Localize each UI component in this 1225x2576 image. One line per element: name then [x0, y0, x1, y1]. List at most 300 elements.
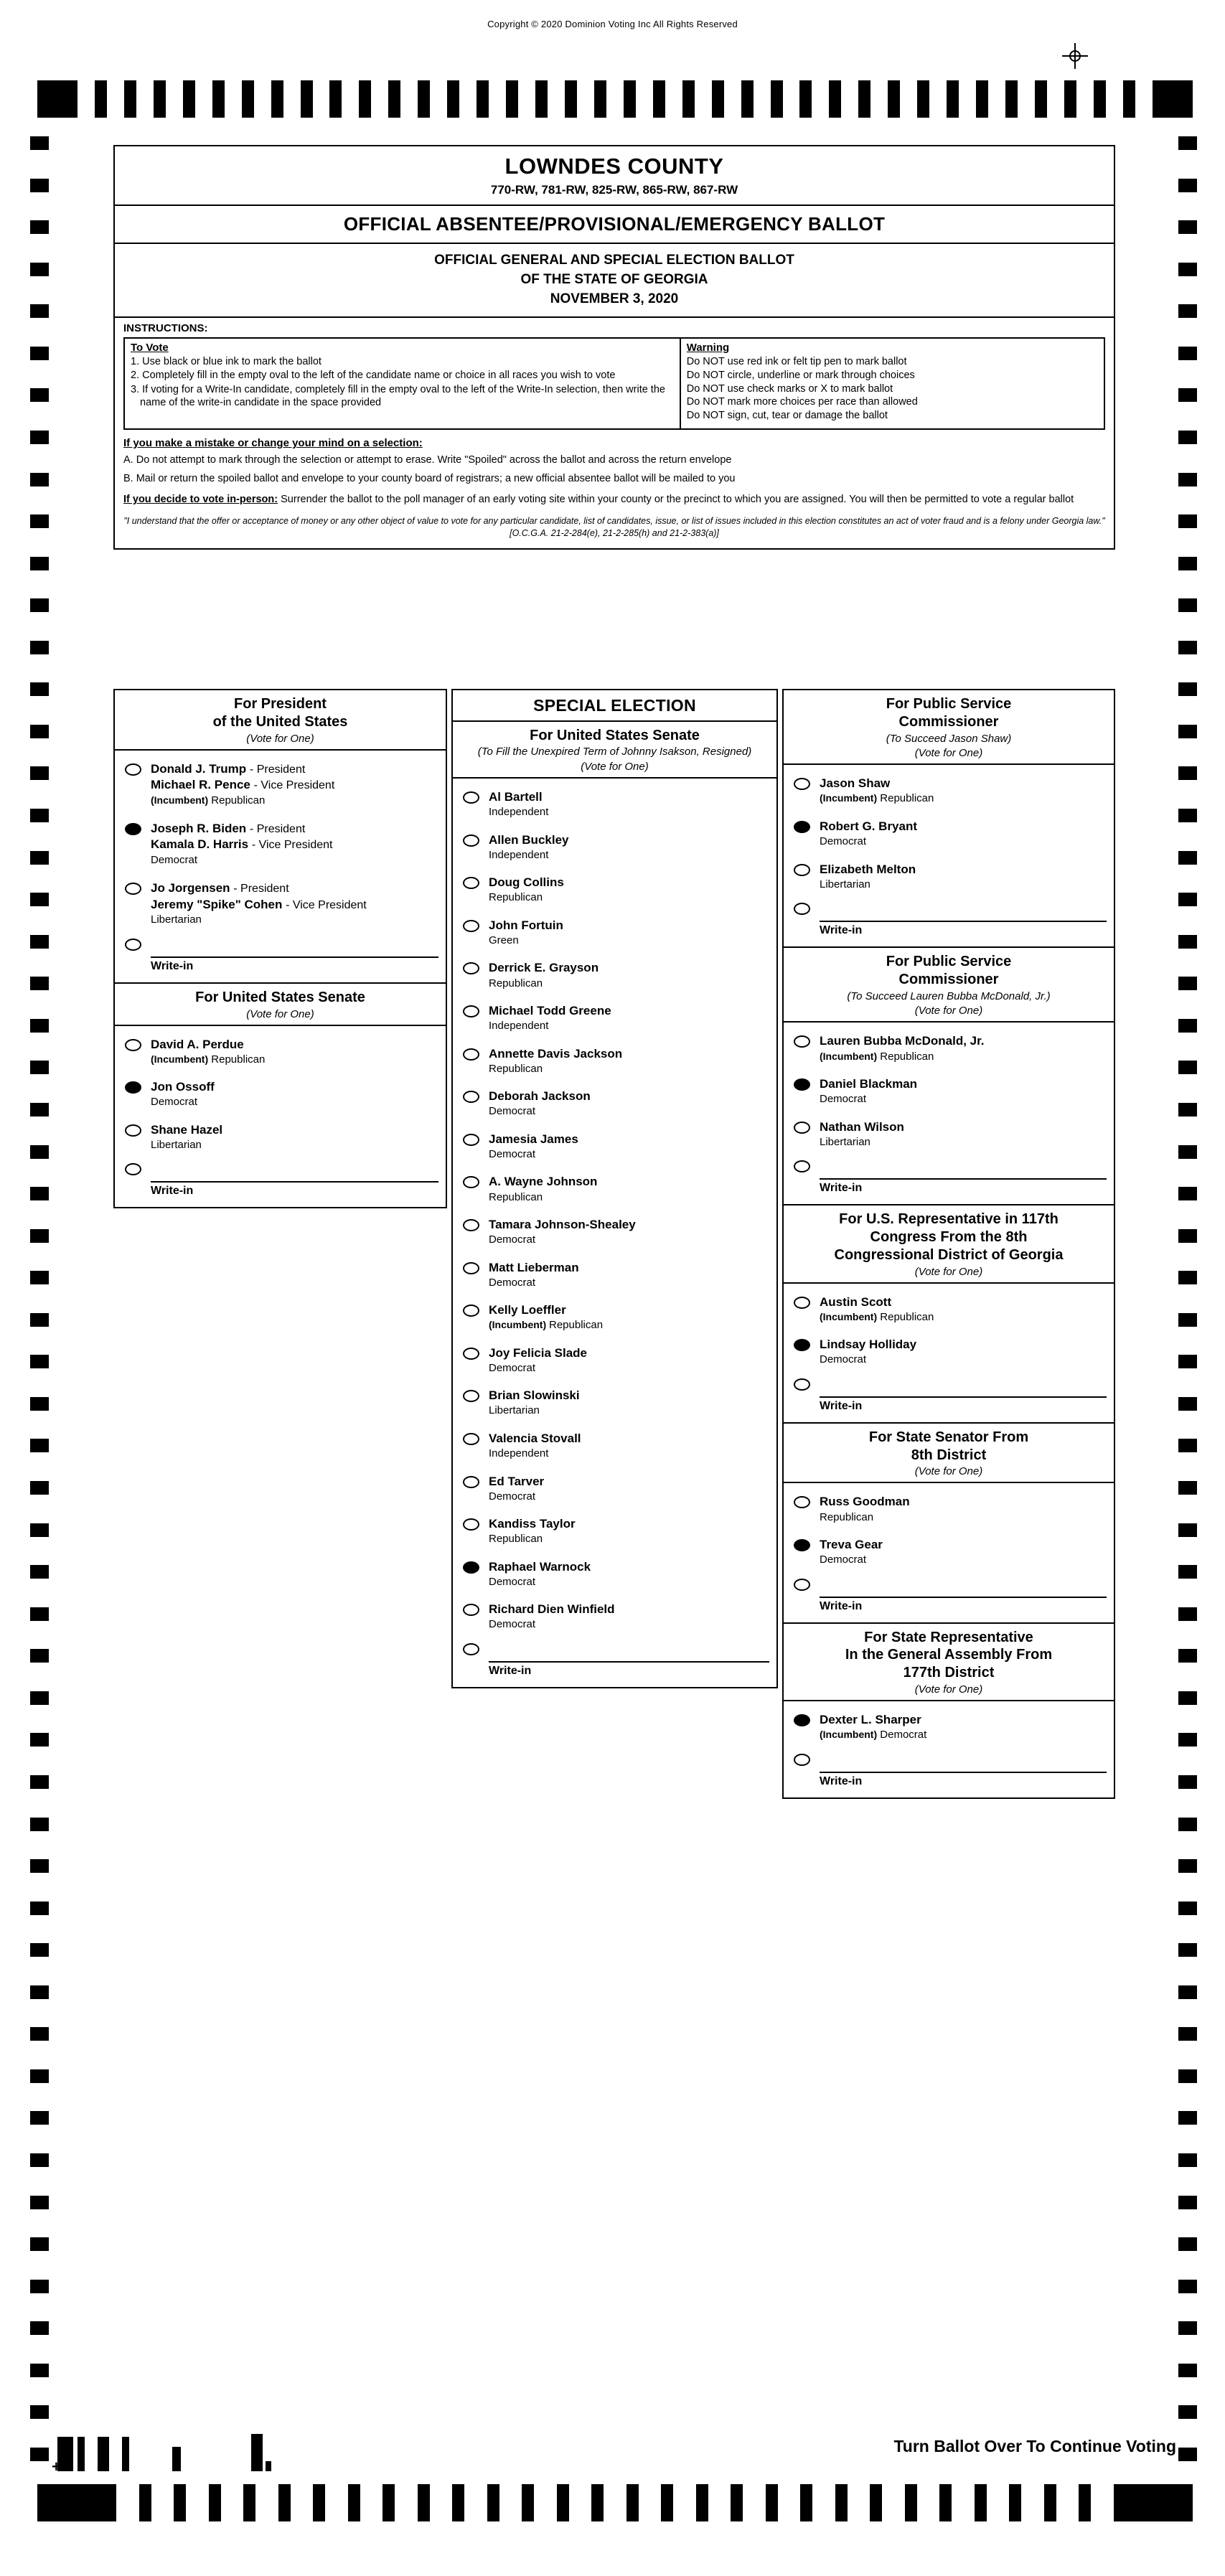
timing-mark: [37, 2484, 116, 2521]
vote-oval[interactable]: [794, 1714, 810, 1726]
timing-mark: [1178, 1061, 1197, 1074]
vote-oval[interactable]: [794, 1035, 810, 1048]
timing-mark: [30, 1481, 49, 1495]
timing-mark: [271, 80, 283, 118]
candidate-party: Democrat: [820, 835, 867, 848]
party-text: Democrat: [489, 1575, 536, 1588]
vote-oval[interactable]: [463, 1433, 479, 1445]
timing-mark: [653, 80, 665, 118]
timing-mark: [1178, 1271, 1197, 1284]
candidate-info: [489, 1516, 576, 1546]
timing-mark: [1094, 80, 1106, 118]
candidate-name: Nathan Wilson: [820, 1119, 904, 1134]
choice-list: [784, 1483, 1114, 1622]
timing-mark: [1178, 1691, 1197, 1705]
vote-oval[interactable]: [463, 1604, 479, 1616]
timing-mark: [30, 1943, 49, 1957]
candidate-info: [489, 1260, 579, 1290]
candidate-party: Democrat: [820, 1353, 867, 1366]
vote-oval[interactable]: [463, 1305, 479, 1317]
timing-mark: [1153, 80, 1193, 118]
timing-mark: [154, 80, 166, 118]
candidate-party: [489, 1104, 591, 1119]
choice-option[interactable]: [784, 1288, 1114, 1331]
timing-mark: [30, 1355, 49, 1368]
choice-option[interactable]: [453, 1254, 776, 1297]
candidate-name: Shane Hazel: [151, 1122, 223, 1137]
timing-mark: [1178, 641, 1197, 654]
write-in-entry[interactable]: [463, 1641, 769, 1663]
choice-option[interactable]: [115, 755, 446, 814]
timing-mark: [30, 977, 49, 990]
party-text: Independent: [489, 1020, 549, 1033]
write-in-line[interactable]: [820, 1376, 1107, 1398]
candidate-info: [820, 1076, 917, 1106]
choice-option[interactable]: [453, 1467, 776, 1510]
choice-option[interactable]: [784, 1330, 1114, 1373]
timing-mark: [418, 80, 430, 118]
vote-oval[interactable]: [463, 920, 479, 932]
write-in-row[interactable]: [784, 1574, 1114, 1620]
party-text: Republican: [211, 1053, 266, 1066]
registration-mark-icon: [1062, 43, 1088, 69]
contest-psc-mcdonald: [782, 948, 1115, 1205]
timing-mark: [30, 766, 49, 780]
timing-mark: [1178, 347, 1197, 360]
party-text: Independent: [489, 806, 549, 819]
timing-mark: [30, 682, 49, 696]
write-in-entry[interactable]: [125, 936, 438, 958]
candidate-name: Ed Tarver: [489, 1474, 545, 1488]
candidate-name: John Fortuin: [489, 918, 563, 932]
timing-mark: [30, 1523, 49, 1537]
timing-mark: [975, 2484, 987, 2521]
party-text: Democrat: [489, 1490, 536, 1503]
timing-mark: [1044, 2484, 1056, 2521]
timing-mark: [30, 1397, 49, 1411]
timing-mark: [30, 2237, 49, 2251]
timing-mark: [30, 1818, 49, 1831]
party-text: Republican: [880, 1310, 934, 1323]
election-name-line2: OF THE STATE OF GEORGIA: [520, 271, 708, 287]
choice-option[interactable]: [453, 1211, 776, 1254]
candidate-party: [489, 1404, 580, 1418]
ballot-code-bar: [98, 2437, 109, 2471]
choice-option[interactable]: [453, 826, 776, 869]
ballot-column-1: [113, 689, 447, 1208]
timing-mark: [30, 1103, 49, 1117]
timing-mark: [829, 80, 841, 118]
timing-mark: [313, 2484, 325, 2521]
vote-oval[interactable]: [125, 1163, 141, 1175]
write-in-label: Write-in: [820, 924, 863, 937]
write-in-line[interactable]: [820, 901, 1107, 922]
candidate-name-text: Donald J. Trump: [151, 761, 247, 776]
candidate-name: David A. Perdue: [151, 1037, 244, 1051]
timing-mark: [1178, 2364, 1197, 2377]
write-in-entry[interactable]: [794, 1752, 1107, 1773]
timing-mark: [1178, 2069, 1197, 2083]
candidate-info: [489, 1559, 591, 1589]
choice-option[interactable]: [115, 814, 446, 874]
vote-oval[interactable]: [794, 778, 810, 790]
in-person-text: Surrender the ballot to the poll manager of an early voting site within your county or the precinct to which you are assigned. You will then be permitted to vote a regular ballot: [278, 494, 1074, 506]
write-in-entry[interactable]: [794, 1576, 1107, 1598]
candidate-name: Valencia Stovall: [489, 1431, 581, 1445]
contest-header: [784, 1424, 1114, 1484]
timing-mark: [30, 641, 49, 654]
choice-option[interactable]: [784, 1027, 1114, 1070]
choice-option[interactable]: [784, 1706, 1114, 1749]
timing-mark: [30, 388, 49, 402]
timing-mark: [30, 1145, 49, 1159]
choice-list: [784, 1284, 1114, 1422]
vote-oval[interactable]: [125, 1039, 141, 1051]
timing-mark: [565, 80, 577, 118]
timing-mark: [661, 2484, 673, 2521]
write-in-row[interactable]: [784, 1155, 1114, 1201]
write-in-line[interactable]: [820, 1158, 1107, 1180]
vote-oval[interactable]: [794, 1339, 810, 1351]
timing-mark: [30, 431, 49, 444]
vote-oval[interactable]: [794, 1078, 810, 1091]
choice-option[interactable]: [453, 868, 776, 911]
choice-option[interactable]: [453, 954, 776, 997]
candidate-info: [820, 1494, 910, 1524]
vote-oval[interactable]: [463, 791, 479, 804]
choice-option[interactable]: [453, 1381, 776, 1424]
timing-mark: [30, 1229, 49, 1243]
contest-header: [784, 690, 1114, 765]
candidate-office: - President: [249, 822, 306, 835]
timing-mark: [487, 2484, 499, 2521]
vote-oval[interactable]: [463, 835, 479, 847]
timing-mark: [30, 1691, 49, 1705]
write-in-line[interactable]: [151, 1161, 438, 1183]
precinct-list: 770-RW, 781-RW, 825-RW, 865-RW, 867-RW: [490, 183, 738, 197]
candidate-party: [489, 1617, 615, 1632]
incumbent-tag: (Incumbent): [151, 794, 209, 807]
timing-mark: [731, 2484, 743, 2521]
timing-mark: [1178, 1859, 1197, 1873]
choice-option[interactable]: [784, 1113, 1114, 1156]
alignment-plus-mark: +: [52, 2458, 61, 2476]
candidate-name: [151, 761, 334, 778]
write-in-row[interactable]: [115, 934, 446, 979]
timing-mark: [174, 2484, 186, 2521]
write-in-line[interactable]: [151, 936, 438, 958]
write-in-label: Write-in: [820, 1774, 863, 1787]
timing-mark: [30, 1187, 49, 1200]
timing-mark: [1178, 766, 1197, 780]
timing-mark: [1178, 2321, 1197, 2335]
candidate-name: Joy Felicia Slade: [489, 1345, 588, 1360]
timing-mark: [1178, 1103, 1197, 1117]
choice-option[interactable]: [453, 1040, 776, 1083]
choice-option[interactable]: [784, 1487, 1114, 1531]
warning-item: Do NOT circle, underline or mark through choices: [686, 369, 915, 381]
candidate-party: Libertarian: [820, 1135, 870, 1148]
candidate-party: [820, 1728, 926, 1742]
candidate-info: [151, 761, 334, 808]
choice-option[interactable]: [453, 1595, 776, 1638]
contest-title-line: For United States Senate: [530, 727, 700, 743]
incumbent-tag: (Incumbent): [820, 1729, 878, 1741]
candidate-name: Jon Ossoff: [151, 1080, 215, 1094]
candidate-name: Brian Slowinski: [489, 1388, 580, 1403]
candidate-party: [820, 1310, 934, 1325]
timing-mark: [1009, 2484, 1021, 2521]
incumbent-tag: (Incumbent): [820, 792, 878, 804]
contest-title-line: of the United States: [212, 713, 348, 730]
timing-mark: [30, 1607, 49, 1621]
timing-mark: [30, 473, 49, 486]
contest-title-line: In the General Assembly From: [845, 1647, 1053, 1663]
write-in-label: Write-in: [820, 1399, 863, 1412]
timing-mark: [30, 2153, 49, 2167]
write-in-entry[interactable]: [794, 1376, 1107, 1398]
mistake-option-b: B. Mail or return the spoiled ballot and envelope to your county board of registrars; a new official absentee ballot will be mailed to you: [123, 472, 736, 484]
write-in-entry[interactable]: [125, 1161, 438, 1183]
to-vote-item: 3. If voting for a Write-In candidate, completely fill in the empty oval to the left of the Write-In selection, then write the name of the write-in candidate in the space provided: [131, 383, 665, 409]
candidate-party: Libertarian: [820, 878, 870, 890]
vote-oval[interactable]: [125, 883, 141, 895]
vote-oval[interactable]: [463, 1561, 479, 1574]
party-text: Republican: [211, 794, 266, 807]
choice-option[interactable]: [453, 1424, 776, 1467]
choice-option[interactable]: [784, 812, 1114, 855]
contest-us-senate: [113, 984, 447, 1209]
party-text: Republican: [880, 792, 934, 805]
timing-mark: [741, 80, 754, 118]
choice-option[interactable]: [453, 1082, 776, 1125]
write-in-line[interactable]: [489, 1641, 769, 1663]
vote-oval[interactable]: [463, 1176, 479, 1188]
contest-title-line: For U.S. Representative in 117th: [839, 1211, 1059, 1228]
choice-option[interactable]: [115, 874, 446, 934]
election-name-line1: OFFICIAL GENERAL AND SPECIAL ELECTION BALLOT: [434, 253, 794, 268]
voter-fraud-oath: "I understand that the offer or acceptance of money or any other object of value to vote for any particular candidate, list of candidates, issue, or list of issues included in this election constitutes an act of voter fraud and is a felony under Georgia law." [O.C.G.A. 21-2-284(e), 21-2-285(h) and 21-2-383(a)]: [123, 515, 1105, 538]
timing-mark: [1178, 220, 1197, 234]
vote-oval[interactable]: [125, 1124, 141, 1137]
party-text: Independent: [489, 848, 549, 861]
write-in-label: Write-in: [151, 1185, 194, 1198]
write-in-line[interactable]: [820, 1752, 1107, 1773]
vote-oval[interactable]: [794, 1754, 810, 1766]
to-vote-block: [125, 339, 681, 428]
timing-mark: [1178, 2111, 1197, 2125]
timing-mark: [626, 2484, 639, 2521]
instructions-label: INSTRUCTIONS:: [123, 321, 208, 334]
candidate-info: [489, 1474, 544, 1504]
candidate-info: [151, 880, 367, 927]
timing-mark: [212, 80, 225, 118]
timing-mark: [1178, 1229, 1197, 1243]
write-in-row[interactable]: [115, 1158, 446, 1204]
choice-option[interactable]: [115, 1030, 446, 1073]
vote-oval[interactable]: [794, 821, 810, 833]
choice-option[interactable]: [453, 997, 776, 1040]
choice-list: [453, 779, 776, 1687]
choice-option[interactable]: [115, 1073, 446, 1116]
timing-mark: [1178, 1481, 1197, 1495]
vote-oval[interactable]: [125, 1081, 141, 1094]
contest-title-line: For Public Service: [886, 954, 1012, 970]
choice-option[interactable]: [784, 769, 1114, 812]
write-in-entry[interactable]: [794, 1158, 1107, 1180]
timing-mark: [95, 80, 107, 118]
choice-option[interactable]: [453, 911, 776, 954]
vote-oval[interactable]: [463, 1262, 479, 1274]
in-person-instruction: [123, 493, 1105, 507]
candidate-info: [489, 1345, 587, 1376]
timing-mark: [1178, 809, 1197, 822]
timing-mark: [1178, 1565, 1197, 1579]
party-text: Republican: [489, 891, 543, 904]
timing-mark: [591, 2484, 604, 2521]
running-mate-name: [151, 777, 334, 794]
timing-mark: [30, 893, 49, 906]
write-in-line[interactable]: [820, 1576, 1107, 1598]
vote-oval[interactable]: [463, 1390, 479, 1402]
contest-title-line: For United States Senate: [195, 989, 365, 1005]
candidate-info: [489, 789, 548, 819]
contest-header: [784, 948, 1114, 1023]
timing-mark: [30, 1439, 49, 1452]
choice-option[interactable]: [784, 1531, 1114, 1574]
candidate-name: Raphael Warnock: [489, 1559, 591, 1574]
incumbent-tag: (Incumbent): [820, 1310, 878, 1322]
timing-mark: [388, 80, 400, 118]
timing-mark: [1178, 2027, 1197, 2041]
vote-oval[interactable]: [463, 962, 479, 974]
timing-mark: [1178, 2280, 1197, 2293]
choice-option[interactable]: [453, 1167, 776, 1211]
timing-mark: [870, 2484, 882, 2521]
timing-mark: [30, 1271, 49, 1284]
vote-oval[interactable]: [463, 1348, 479, 1360]
choice-option[interactable]: [453, 783, 776, 826]
write-in-entry[interactable]: [794, 901, 1107, 922]
vote-oval[interactable]: [794, 903, 810, 915]
candidate-info: [489, 918, 563, 948]
timing-mark: [1178, 2153, 1197, 2167]
write-in-row[interactable]: [784, 1749, 1114, 1795]
vote-oval[interactable]: [463, 1518, 479, 1531]
timing-mark: [30, 2448, 49, 2461]
turn-ballot-over-notice: Turn Ballot Over To Continue Voting: [893, 2437, 1176, 2455]
vote-oval[interactable]: [794, 1297, 810, 1309]
timing-mark: [30, 1775, 49, 1789]
mistake-option-a: A. Do not attempt to mark through the selection or attempt to erase. Write "Spoiled" across the ballot and across the return envelope: [123, 454, 732, 466]
candidate-name: Jamesia James: [489, 1132, 578, 1146]
official-title-section: [115, 206, 1114, 244]
choice-option[interactable]: [453, 1510, 776, 1553]
vote-oval[interactable]: [463, 1048, 479, 1061]
timing-mark: [1178, 893, 1197, 906]
timing-mark: [30, 2364, 49, 2377]
party-text: Democrat: [489, 1105, 536, 1118]
candidate-party: [820, 791, 934, 806]
timing-marks-bottom: [37, 2484, 1193, 2521]
choice-option[interactable]: [784, 1070, 1114, 1113]
candidate-party: [489, 934, 563, 948]
timing-mark: [30, 347, 49, 360]
choice-option[interactable]: [453, 1553, 776, 1596]
vote-oval[interactable]: [463, 1091, 479, 1103]
choice-option[interactable]: [453, 1125, 776, 1168]
vote-oval[interactable]: [463, 1643, 479, 1655]
candidate-name: Robert G. Bryant: [820, 819, 918, 833]
timing-mark: [1178, 682, 1197, 696]
timing-mark: [1035, 80, 1047, 118]
vote-oval[interactable]: [794, 1496, 810, 1508]
vote-oval[interactable]: [125, 939, 141, 951]
candidate-info: [820, 1119, 904, 1150]
candidate-name: Daniel Blackman: [820, 1077, 918, 1091]
vote-oval[interactable]: [463, 1219, 479, 1231]
timing-mark: [766, 2484, 778, 2521]
timing-mark: [535, 80, 548, 118]
write-in-label: Write-in: [489, 1664, 532, 1677]
candidate-name: Doug Collins: [489, 875, 564, 890]
timing-mark: [1178, 473, 1197, 486]
choice-option[interactable]: [784, 855, 1114, 898]
ballot-type-title: OFFICIAL ABSENTEE/PROVISIONAL/EMERGENCY BALLOT: [343, 213, 886, 235]
timing-mark: [1178, 1649, 1197, 1663]
vote-oval[interactable]: [794, 1378, 810, 1391]
vote-oval[interactable]: [463, 1005, 479, 1017]
vote-oval[interactable]: [125, 823, 141, 835]
write-in-row[interactable]: [784, 898, 1114, 944]
vote-oval[interactable]: [794, 1579, 810, 1591]
timing-mark: [30, 304, 49, 318]
candidate-name: Russ Goodman: [820, 1495, 910, 1509]
vote-oval[interactable]: [463, 877, 479, 889]
vote-oval[interactable]: [794, 1539, 810, 1551]
vote-oval[interactable]: [794, 1122, 810, 1134]
party-text: Democrat: [489, 1618, 536, 1631]
timing-mark: [278, 2484, 291, 2521]
contest-title-line: For Public Service: [886, 696, 1012, 712]
timing-mark: [1178, 1523, 1197, 1537]
vote-oval[interactable]: [794, 864, 810, 876]
timing-mark: [1178, 1145, 1197, 1159]
candidate-info: [489, 1089, 591, 1119]
choice-option[interactable]: [453, 1296, 776, 1339]
vote-oval[interactable]: [125, 763, 141, 776]
timing-marks-left: [30, 136, 49, 2461]
candidate-party: [489, 890, 564, 905]
contest-title-line: For President: [234, 696, 327, 712]
to-vote-item: 1. Use black or blue ink to mark the ballot: [131, 355, 321, 367]
timing-mark: [1178, 1439, 1197, 1452]
contest-title-line: For State Representative: [864, 1629, 1033, 1645]
choice-option[interactable]: [453, 1339, 776, 1382]
candidate-party: [489, 1318, 603, 1332]
write-in-row[interactable]: [453, 1638, 776, 1684]
vote-oval[interactable]: [463, 1476, 479, 1488]
vote-oval[interactable]: [463, 1134, 479, 1146]
running-mate-name-text: Jeremy "Spike" Cohen: [151, 897, 283, 911]
write-in-row[interactable]: [784, 1373, 1114, 1419]
choice-option[interactable]: [115, 1116, 446, 1159]
timing-mark: [1178, 557, 1197, 570]
timing-mark: [1178, 1943, 1197, 1957]
candidate-party: [151, 913, 367, 927]
ballot-code-bar: [122, 2437, 129, 2471]
vote-oval[interactable]: [794, 1160, 810, 1172]
